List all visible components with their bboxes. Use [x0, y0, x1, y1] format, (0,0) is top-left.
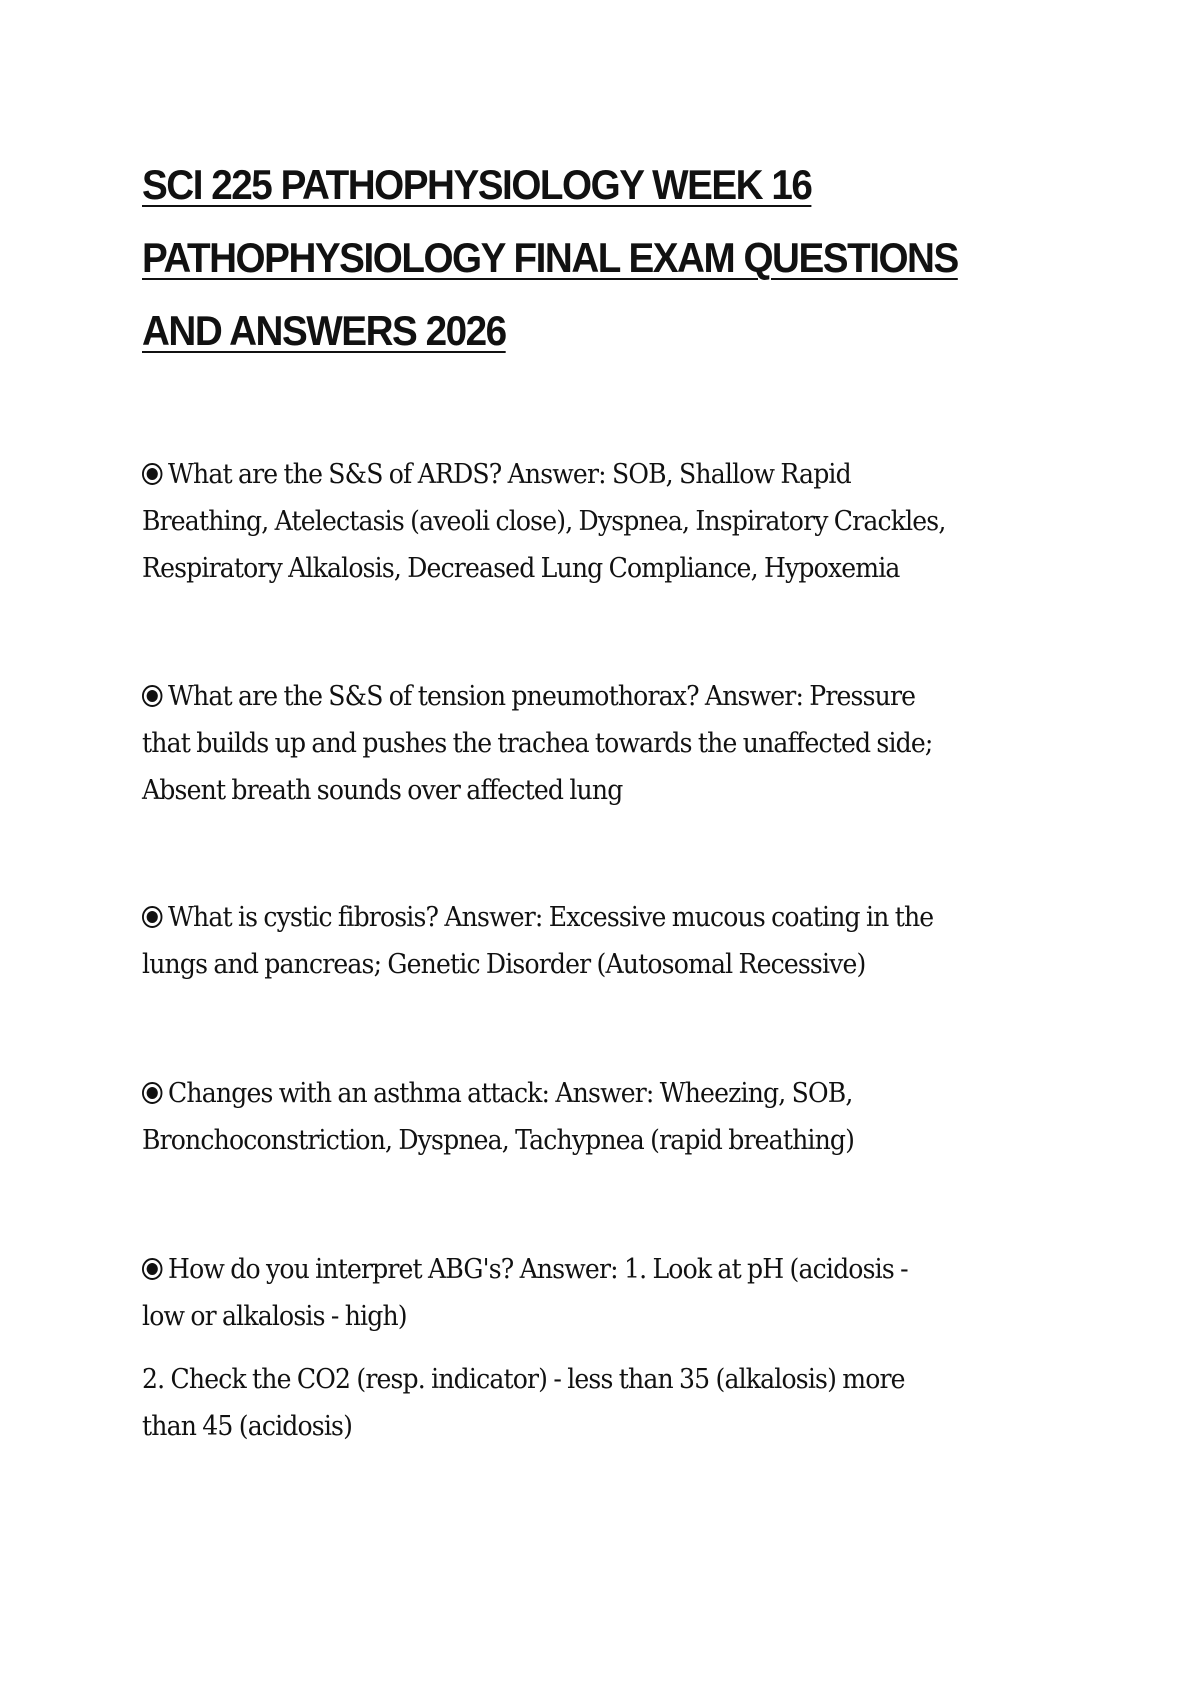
radio-bullet-icon — [142, 685, 162, 707]
qa-line: Respiratory Alkalosis, Decreased Lung Compliance, Hypoxemia — [142, 553, 900, 584]
qa-line: Absent breath sounds over affected lung — [142, 775, 623, 806]
title-line: PATHOPHYSIOLOGY FINAL EXAM QUESTIONS — [142, 234, 958, 281]
qa-item-tension-pneumothorax — [142, 673, 998, 814]
qa-line — [142, 894, 998, 941]
qa-line: Bronchoconstriction, Dyspnea, Tachypnea (rapid breathing) — [142, 1125, 855, 1156]
qa-line — [142, 1070, 998, 1117]
qa-line: than 45 (acidosis) — [142, 1411, 353, 1442]
qa-text: What are the S&S of tension pneumothorax? Answer: Pressure — [168, 681, 916, 712]
qa-line — [142, 451, 998, 498]
qa-line — [142, 1246, 998, 1293]
qa-item-abg — [142, 1246, 998, 1340]
qa-text: What is cystic fibrosis? Answer: Excessive mucous coating in the — [168, 902, 934, 933]
qa-item-abg-continuation — [142, 1356, 998, 1450]
qa-text: Changes with an asthma attack: Answer: Wheezing, SOB, — [168, 1078, 853, 1109]
document-title — [142, 148, 1007, 367]
title-line: AND ANSWERS 2026 — [142, 307, 506, 354]
radio-bullet-icon — [142, 1082, 162, 1104]
qa-item-cystic-fibrosis — [142, 894, 998, 988]
qa-text: How do you interpret ABG's? Answer: 1. Look at pH (acidosis - — [168, 1254, 908, 1285]
qa-line — [142, 673, 998, 720]
qa-line: lungs and pancreas; Genetic Disorder (Autosomal Recessive) — [142, 949, 866, 980]
radio-bullet-icon — [142, 463, 162, 485]
qa-line: Breathing, Atelectasis (aveoli close), Dyspnea, Inspiratory Crackles, — [142, 506, 946, 537]
qa-item-asthma — [142, 1070, 998, 1164]
qa-text: What are the S&S of ARDS? Answer: SOB, Shallow Rapid — [168, 459, 851, 490]
qa-line: 2. Check the CO2 (resp. indicator) - less than 35 (alkalosis) more — [142, 1364, 905, 1395]
qa-line: that builds up and pushes the trachea towards the unaffected side; — [142, 728, 933, 759]
radio-bullet-icon — [142, 1258, 162, 1280]
title-line: SCI 225 PATHOPHYSIOLOGY WEEK 16 — [142, 161, 812, 208]
radio-bullet-icon — [142, 906, 162, 928]
qa-item-ards — [142, 451, 998, 592]
qa-line: low or alkalosis - high) — [142, 1301, 407, 1332]
